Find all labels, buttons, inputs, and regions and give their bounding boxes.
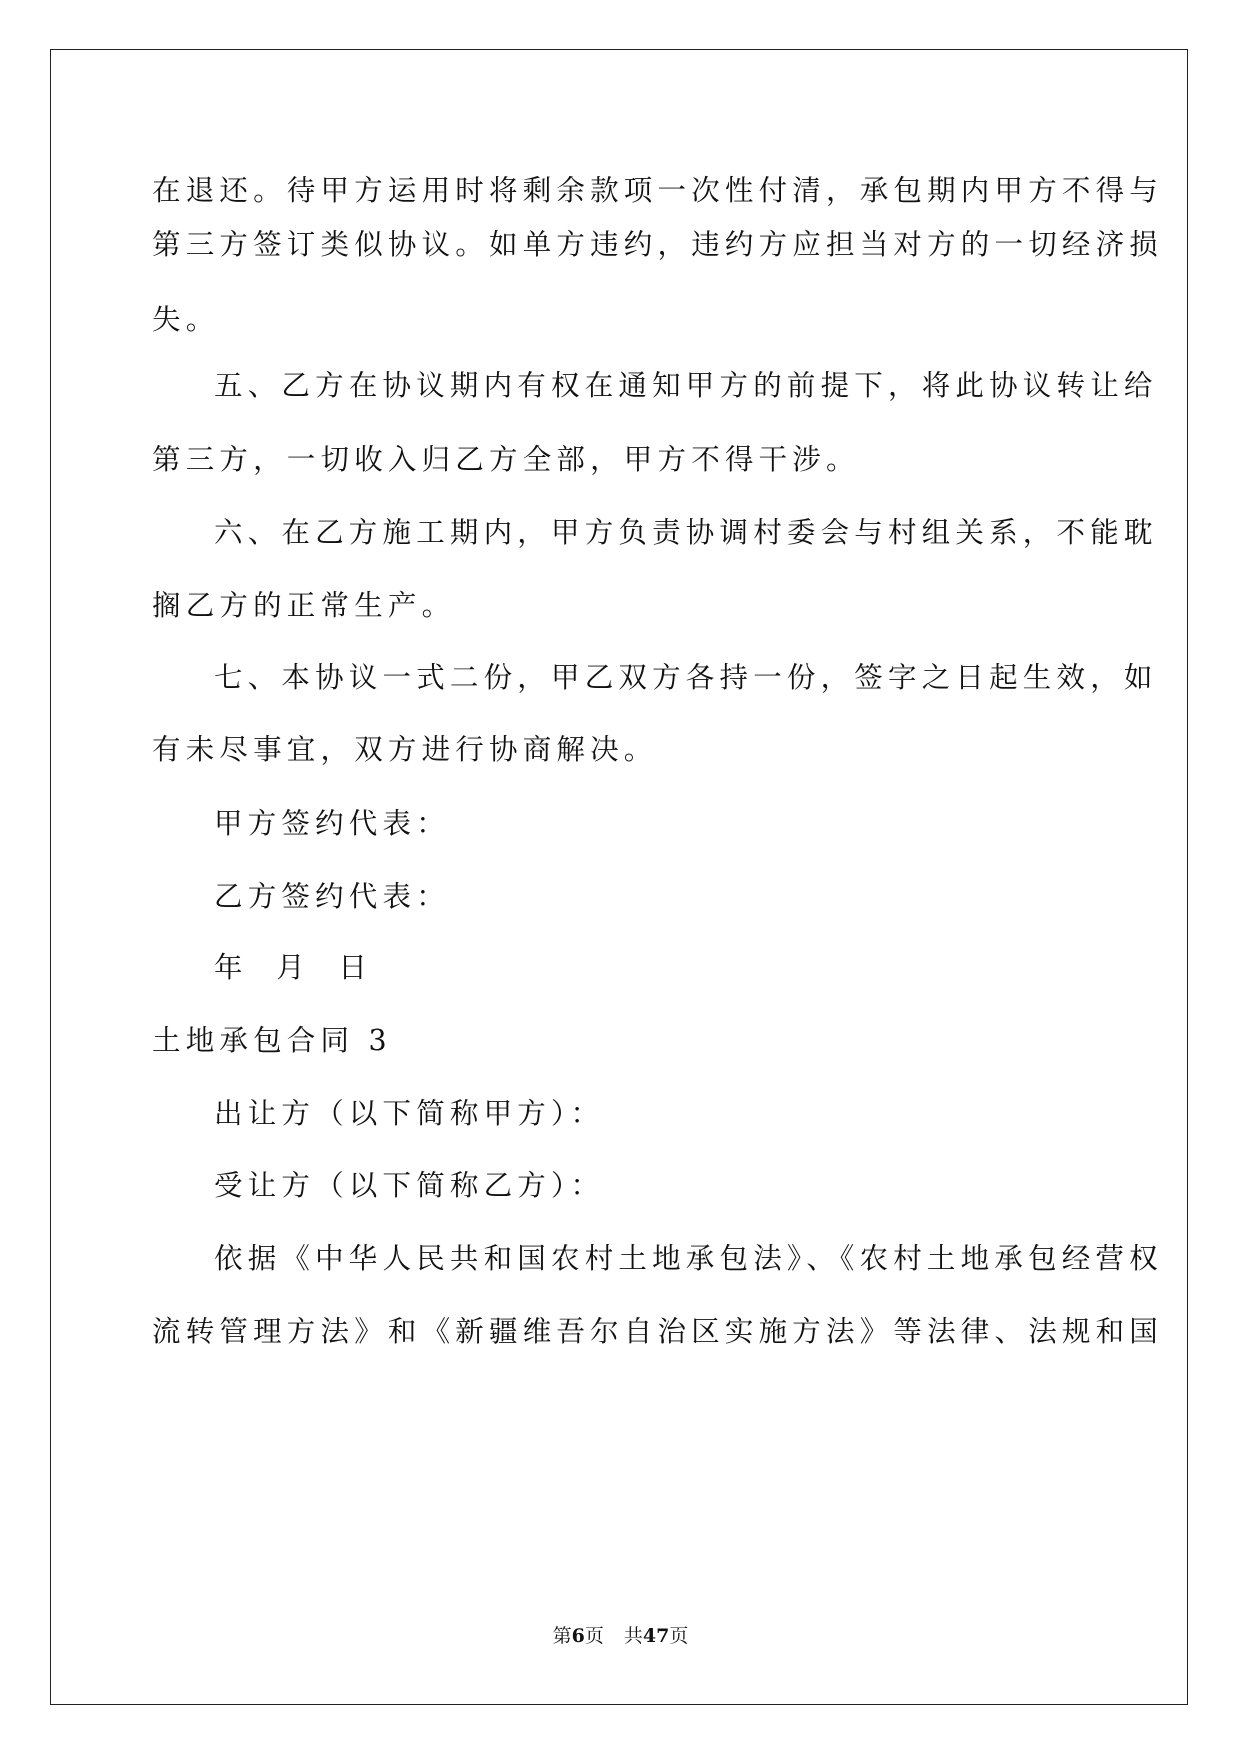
body-line: 失。	[152, 303, 220, 336]
total-suffix: 页	[669, 1625, 689, 1647]
section-heading: 土地承包合同 3	[152, 1024, 392, 1057]
body-line: 流转管理方法》和《新疆维吾尔自治区实施方法》等法律、法规和国	[152, 1315, 1164, 1348]
body-line: 第三方，一切收入归乙方全部，甲方不得干涉。	[152, 443, 860, 476]
transferee-line: 受让方（以下简称乙方）：	[214, 1169, 605, 1202]
basis-paragraph-line: 依据《中华人民共和国农村土地承包法》、《农村土地承包经营权	[214, 1242, 1163, 1275]
page-prefix: 第	[552, 1625, 572, 1647]
page-footer	[0, 1624, 1241, 1648]
paragraph-five-line: 五、乙方在协议期内有权在通知甲方的前提下，将此协议转让给	[214, 369, 1158, 402]
paragraph-six-line: 六、在乙方施工期内，甲方负责协调村委会与村组关系，不能耽	[214, 516, 1158, 549]
body-line: 第三方签订类似协议。如单方违约，违约方应担当对方的一切经济损	[152, 228, 1164, 261]
date-line: 年 月 日	[214, 951, 373, 984]
paragraph-seven-line: 七、本协议一式二份，甲乙双方各持一份，签字之日起生效，如	[214, 661, 1158, 694]
page-suffix: 页	[584, 1625, 604, 1647]
body-line: 在退还。待甲方运用时将剩余款项一次性付清，承包期内甲方不得与	[152, 174, 1164, 207]
body-line: 搁乙方的正常生产。	[152, 589, 456, 622]
transferor-line: 出让方（以下简称甲方）：	[214, 1097, 605, 1130]
party-b-signature-label: 乙方签约代表：	[214, 880, 450, 913]
body-line: 有未尽事宜，双方进行协商解决。	[152, 733, 658, 766]
total-prefix: 共	[623, 1625, 643, 1647]
page-total: 47	[642, 1625, 670, 1647]
party-a-signature-label: 甲方签约代表：	[214, 807, 450, 840]
page-number: 6	[571, 1625, 585, 1647]
page-border	[50, 49, 1188, 1705]
